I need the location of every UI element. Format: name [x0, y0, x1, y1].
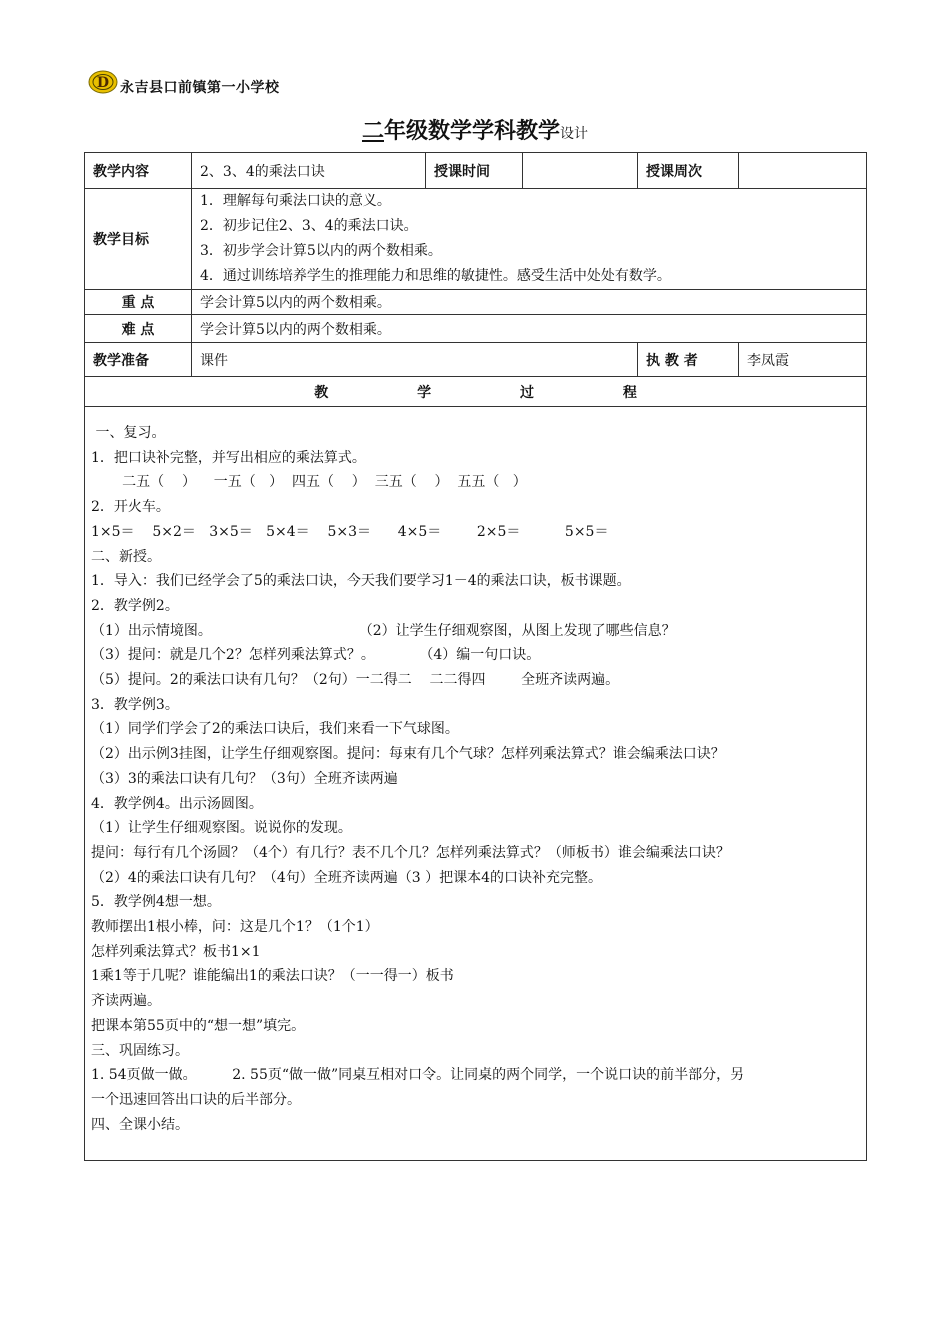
process-line: 四、全课小结。 — [91, 1116, 189, 1133]
time-label: 授课时间 — [426, 153, 523, 189]
process-line: 二五（ ） 一五（ ） 四五（ ） 三五（ ） 五五（ ） — [91, 474, 527, 491]
process-line: 2．教学例2。 — [91, 597, 179, 614]
process-line: 1. 54页做一做。 2. 55页“做一做”同桌互相对口令。让同桌的两个同学，一个说口诀的前半部分，另 — [91, 1067, 745, 1084]
process-heading — [85, 377, 867, 407]
row-difficulty — [85, 315, 867, 343]
process-line: 1×5＝ 5×2＝ 3×5＝ 5×4＝ 5×3＝ 4×5＝ 2×5＝ 5×5＝ — [91, 523, 609, 540]
goal-item: 1．理解每句乘法口诀的意义。 — [200, 193, 391, 209]
process-line: （1）让学生仔细观察图。说说你的发现。 — [91, 820, 352, 837]
content-label: 教学内容 — [85, 153, 192, 189]
teacher-value: 李凤霞 — [739, 343, 867, 377]
process-line: （3）提问：就是几个2？怎样列乘法算式？。 （4）编一句口诀。 — [91, 647, 541, 664]
school-name: 永吉县口前镇第一小学校 — [120, 80, 280, 96]
goal-item: 4．通过训练培养学生的推理能力和思维的敏捷性。感受生活中处处有数学。 — [200, 268, 671, 284]
process-line: 一、复习。 — [91, 425, 166, 441]
row-prep — [85, 343, 867, 377]
prep-label: 教学准备 — [85, 343, 192, 377]
process-line: 3．教学例3。 — [91, 696, 179, 713]
goals-list — [192, 189, 867, 290]
key-value: 学会计算5以内的两个数相乘。 — [192, 290, 867, 315]
row-content — [85, 153, 867, 189]
process-char: 教 — [314, 384, 329, 401]
process-char: 程 — [622, 384, 637, 401]
row-key-point — [85, 290, 867, 315]
process-line: 4．教学例4。出示汤圆图。 — [91, 795, 263, 812]
title-main: 年级数学学科教学 — [384, 119, 561, 144]
time-value — [523, 153, 638, 189]
process-line: 1．把口诀补完整，并写出相应的乘法算式。 — [91, 449, 366, 466]
row-goals — [85, 189, 867, 290]
row-process-body — [85, 407, 867, 1161]
process-line: （1）同学们学会了2的乘法口诀后，我们来看一下气球图。 — [91, 721, 459, 738]
process-line: （1）出示情境图。 （2）让学生仔细观察图，从图上发现了哪些信息？ — [91, 622, 676, 639]
goals-label: 教学目标 — [85, 189, 192, 290]
title-suffix: 设计 — [560, 126, 589, 142]
goal-item: 2．初步记住2、3、4的乘法口诀。 — [200, 218, 418, 234]
week-label: 授课周次 — [638, 153, 739, 189]
process-line: 2．开火车。 — [91, 499, 170, 516]
page-title — [0, 114, 950, 145]
process-line: 三、巩固练习。 — [91, 1042, 189, 1059]
title-grade: 二 — [361, 119, 384, 144]
process-line: （2）4的乘法口诀有几句？（4句）全班齐读两遍（3 ）把课本4的口诀补充完整。 — [91, 869, 602, 886]
content-value: 2、3、4的乘法口诀 — [192, 153, 426, 189]
school-logo — [88, 66, 280, 98]
process-line: （5）提问。2的乘法口诀有几句？（2句）一二得二 二二得四 全班齐读两遍。 — [91, 672, 620, 689]
row-process-heading — [85, 377, 867, 407]
process-line: 教师摆出1根小棒，问：这是几个1？（1个1） — [91, 919, 379, 936]
process-line: （2）出示例3挂图，让学生仔细观察图。提问：每束有几个气球？怎样列乘法算式？谁会编乘法口诀？ — [91, 746, 725, 763]
teacher-label: 执 教 者 — [638, 343, 739, 377]
process-body — [85, 407, 867, 1161]
process-line: （3）3的乘法口诀有几句？（3句）全班齐读两遍 — [91, 770, 398, 787]
process-line: 1乘1等于几呢？谁能编出1的乘法口诀？（一一得一）板书 — [91, 968, 454, 985]
process-line: 1．导入：我们已经学会了5的乘法口诀，今天我们要学习1－4的乘法口诀，板书课题。 — [91, 573, 631, 590]
process-line: 怎样列乘法算式？板书1×1 — [91, 943, 261, 960]
process-line: 把课本第55页中的“想一想”填完。 — [91, 1017, 306, 1034]
process-line: 齐读两遍。 — [91, 993, 161, 1010]
prep-value: 课件 — [192, 343, 638, 377]
process-char: 过 — [519, 384, 534, 401]
difficulty-label: 难 点 — [85, 315, 192, 343]
process-line: 提问：每行有几个汤圆？（4个）有几行？表不几个几？怎样列乘法算式？（师板书）谁会编乘法口诀？ — [91, 844, 730, 861]
goal-item: 3．初步学会计算5以内的两个数相乘。 — [200, 243, 442, 259]
process-line: 二、新授。 — [91, 548, 161, 565]
key-label: 重 点 — [85, 290, 192, 315]
lesson-plan-table — [84, 152, 867, 1161]
week-value — [739, 153, 867, 189]
difficulty-value: 学会计算5以内的两个数相乘。 — [192, 315, 867, 343]
school-emblem-icon — [88, 70, 118, 94]
process-line: 5．教学例4想一想。 — [91, 894, 221, 911]
svg-text:D: D — [96, 75, 110, 91]
process-line: 一个迅速回答出口诀的后半部分。 — [91, 1091, 301, 1108]
process-char: 学 — [417, 384, 432, 401]
